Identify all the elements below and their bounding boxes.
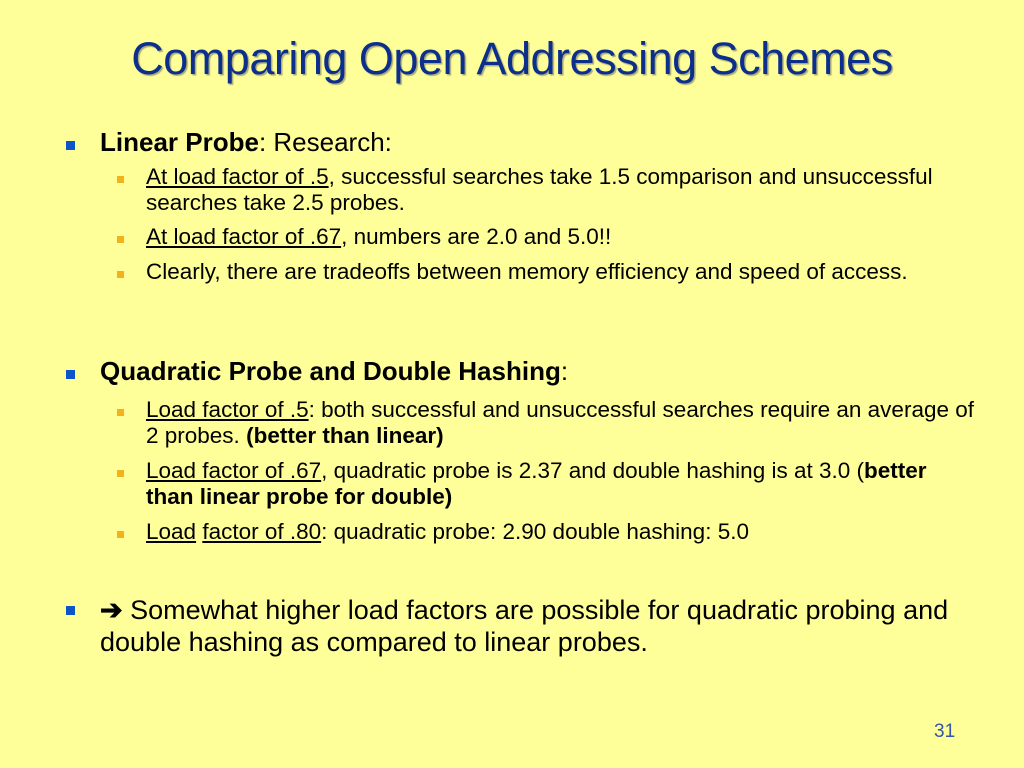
item-text: Somewhat higher load factors are possible for quadratic probing and double hashing as compared to linear probes. (100, 595, 949, 657)
section-heading-linear-probe (100, 127, 980, 157)
underlined-term: Load (146, 519, 197, 544)
sub-bullet-icon (117, 271, 124, 278)
list-item (146, 259, 976, 285)
underlined-term: Load factor of .67 (146, 458, 322, 483)
item-text: : both successful and unsuccessful searches require an average of 2 probes. (146, 397, 974, 448)
sub-bullet-icon (117, 409, 124, 416)
sub-bullet-icon (117, 236, 124, 243)
sub-bullet-icon (117, 470, 124, 477)
heading-rest: : Research: (258, 127, 392, 157)
list-item (146, 519, 976, 545)
heading-bold: Quadratic Probe and Double Hashing (100, 356, 561, 386)
arrow-right-icon: ➔ (100, 595, 123, 625)
bullet-icon (66, 370, 75, 379)
slide-title: Comparing Open Addressing Schemes (131, 33, 893, 84)
item-text: Clearly, there are tradeoffs between memory efficiency and speed of access. (146, 259, 908, 284)
item-text: , successful searches take 1.5 comparison and unsuccessful searches take 2.5 probes. (146, 164, 933, 215)
heading-rest: : (560, 356, 569, 386)
underlined-term: Load factor of .5 (146, 397, 309, 422)
underlined-term: At load factor of .5 (146, 164, 329, 189)
heading-bold: Linear Probe (100, 127, 259, 157)
slide-number: 31 (934, 721, 956, 742)
item-text: , numbers are 2.0 and 5.0!! (341, 224, 612, 249)
list-item (146, 397, 976, 449)
bullet-icon (66, 606, 75, 615)
section-heading-quadratic-probe (100, 356, 980, 386)
item-bold-text: (better than linear) (246, 423, 444, 448)
item-text: , quadratic probe is 2.37 and double hashing is at 3.0 ( (321, 458, 864, 483)
item-text: : quadratic probe: 2.90 double hashing: 5.0 (321, 519, 749, 544)
sub-bullet-icon (117, 531, 124, 538)
sub-bullet-icon (117, 176, 124, 183)
item-bold-text: better than linear probe for double) (146, 458, 927, 509)
list-item (146, 164, 976, 216)
underlined-term: At load factor of .67 (146, 224, 342, 249)
bullet-icon (66, 141, 75, 150)
conclusion-text (100, 594, 960, 658)
underlined-term-2: factor of .80 (202, 519, 322, 544)
list-item (146, 224, 976, 250)
list-item (146, 458, 976, 510)
